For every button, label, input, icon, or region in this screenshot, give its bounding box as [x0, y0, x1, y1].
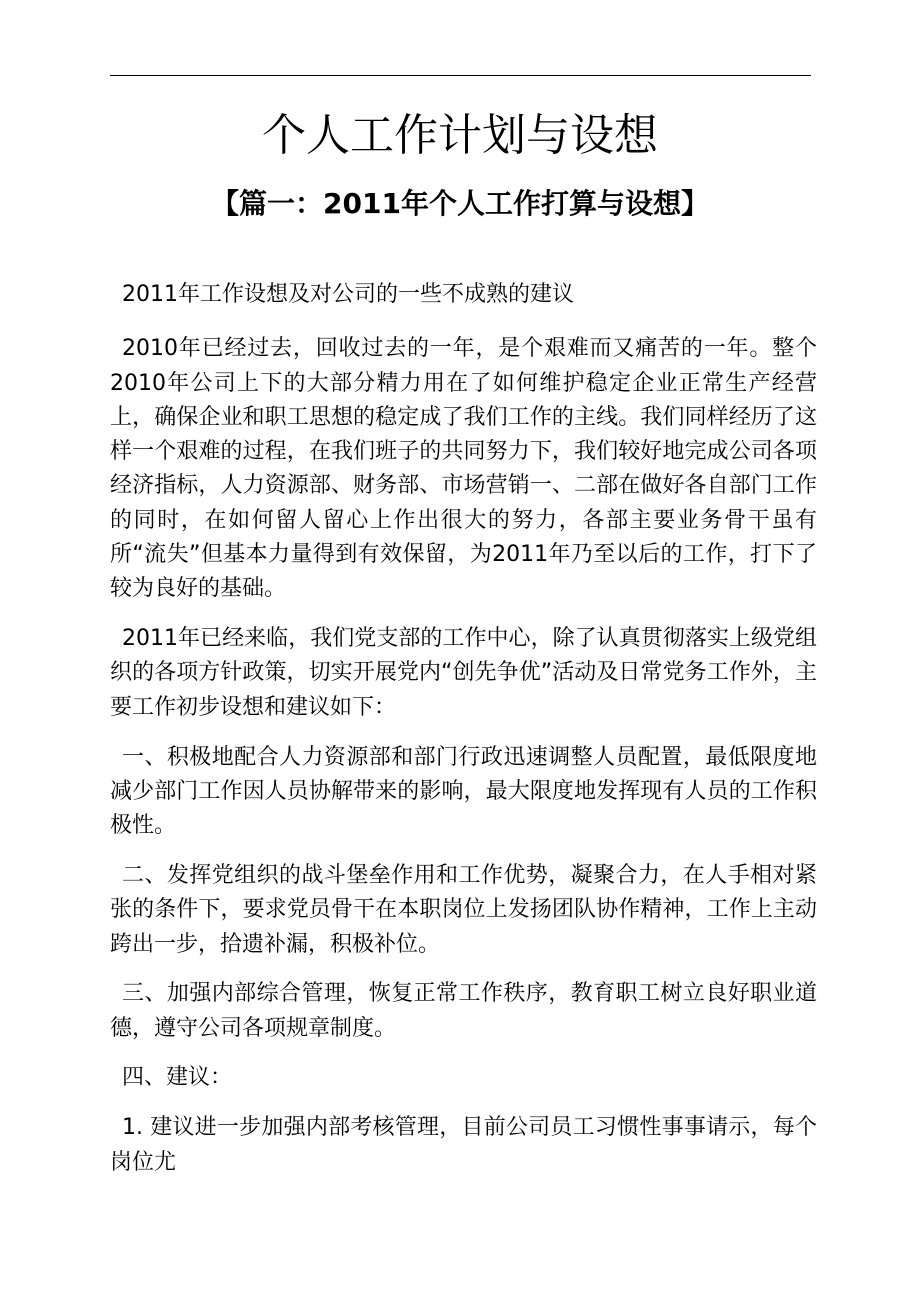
document-title: 个人工作计划与设想	[262, 110, 658, 161]
section-heading: 2011年工作设想及对公司的一些不成熟的建议	[122, 282, 574, 307]
body-paragraph: 2010年已经过去，回收过去的一年，是个艰难而又痛苦的一年。整个2010年公司上下的大部分精力用在了如何维护稳定企业正常生产经营上，确保企业和职工思想的稳定成了我们工作的主线。我们同样经历了这样一个艰难的过程，在我们班子的共同努力下，我们较好地完成公司各项经济指标，人力资源部、财务部、市场营销一、二部在做好各自部门工作的同时，在如何留人留心上作出很大的努力，各部主要业务骨干虽有所“流失”但基本力量得到有效保留，为2011年乃至以后的工作，打下了较为良好的基础。	[110, 336, 817, 602]
document-subtitle: 【篇一：2011年个人工作打算与设想】	[211, 187, 709, 220]
header-rule	[110, 75, 811, 76]
body-paragraph: 二、发挥党组织的战斗堡垒作用和工作优势，凝聚合力，在人手相对紧张的条件下，要求党员骨干在本职岗位上发扬团队协作精神，工作上主动跨出一步，拾遗补漏，积极补位。	[110, 862, 817, 957]
body-paragraph: 一、积极地配合人力资源部和部门行政迅速调整人员配置，最低限度地减少部门工作因人员协解带来的影响，最大限度地发挥现有人员的工作积极性。	[110, 744, 817, 839]
body-paragraph: 1. 建议进一步加强内部考核管理，目前公司员工习惯性事事请示，每个岗位尤	[110, 1115, 817, 1175]
body-paragraph: 三、加强内部综合管理，恢复正常工作秩序，教育职工树立良好职业道德，遵守公司各项规章制度。	[110, 981, 817, 1041]
body-paragraph: 2011年已经来临，我们党支部的工作中心，除了认真贯彻落实上级党组织的各项方针政策，切实开展党内“创先争优”活动及日常党务工作外，主要工作初步设想和建议如下：	[110, 626, 817, 720]
document-body	[110, 278, 817, 1195]
body-paragraph: 四、建议：	[122, 1065, 233, 1091]
